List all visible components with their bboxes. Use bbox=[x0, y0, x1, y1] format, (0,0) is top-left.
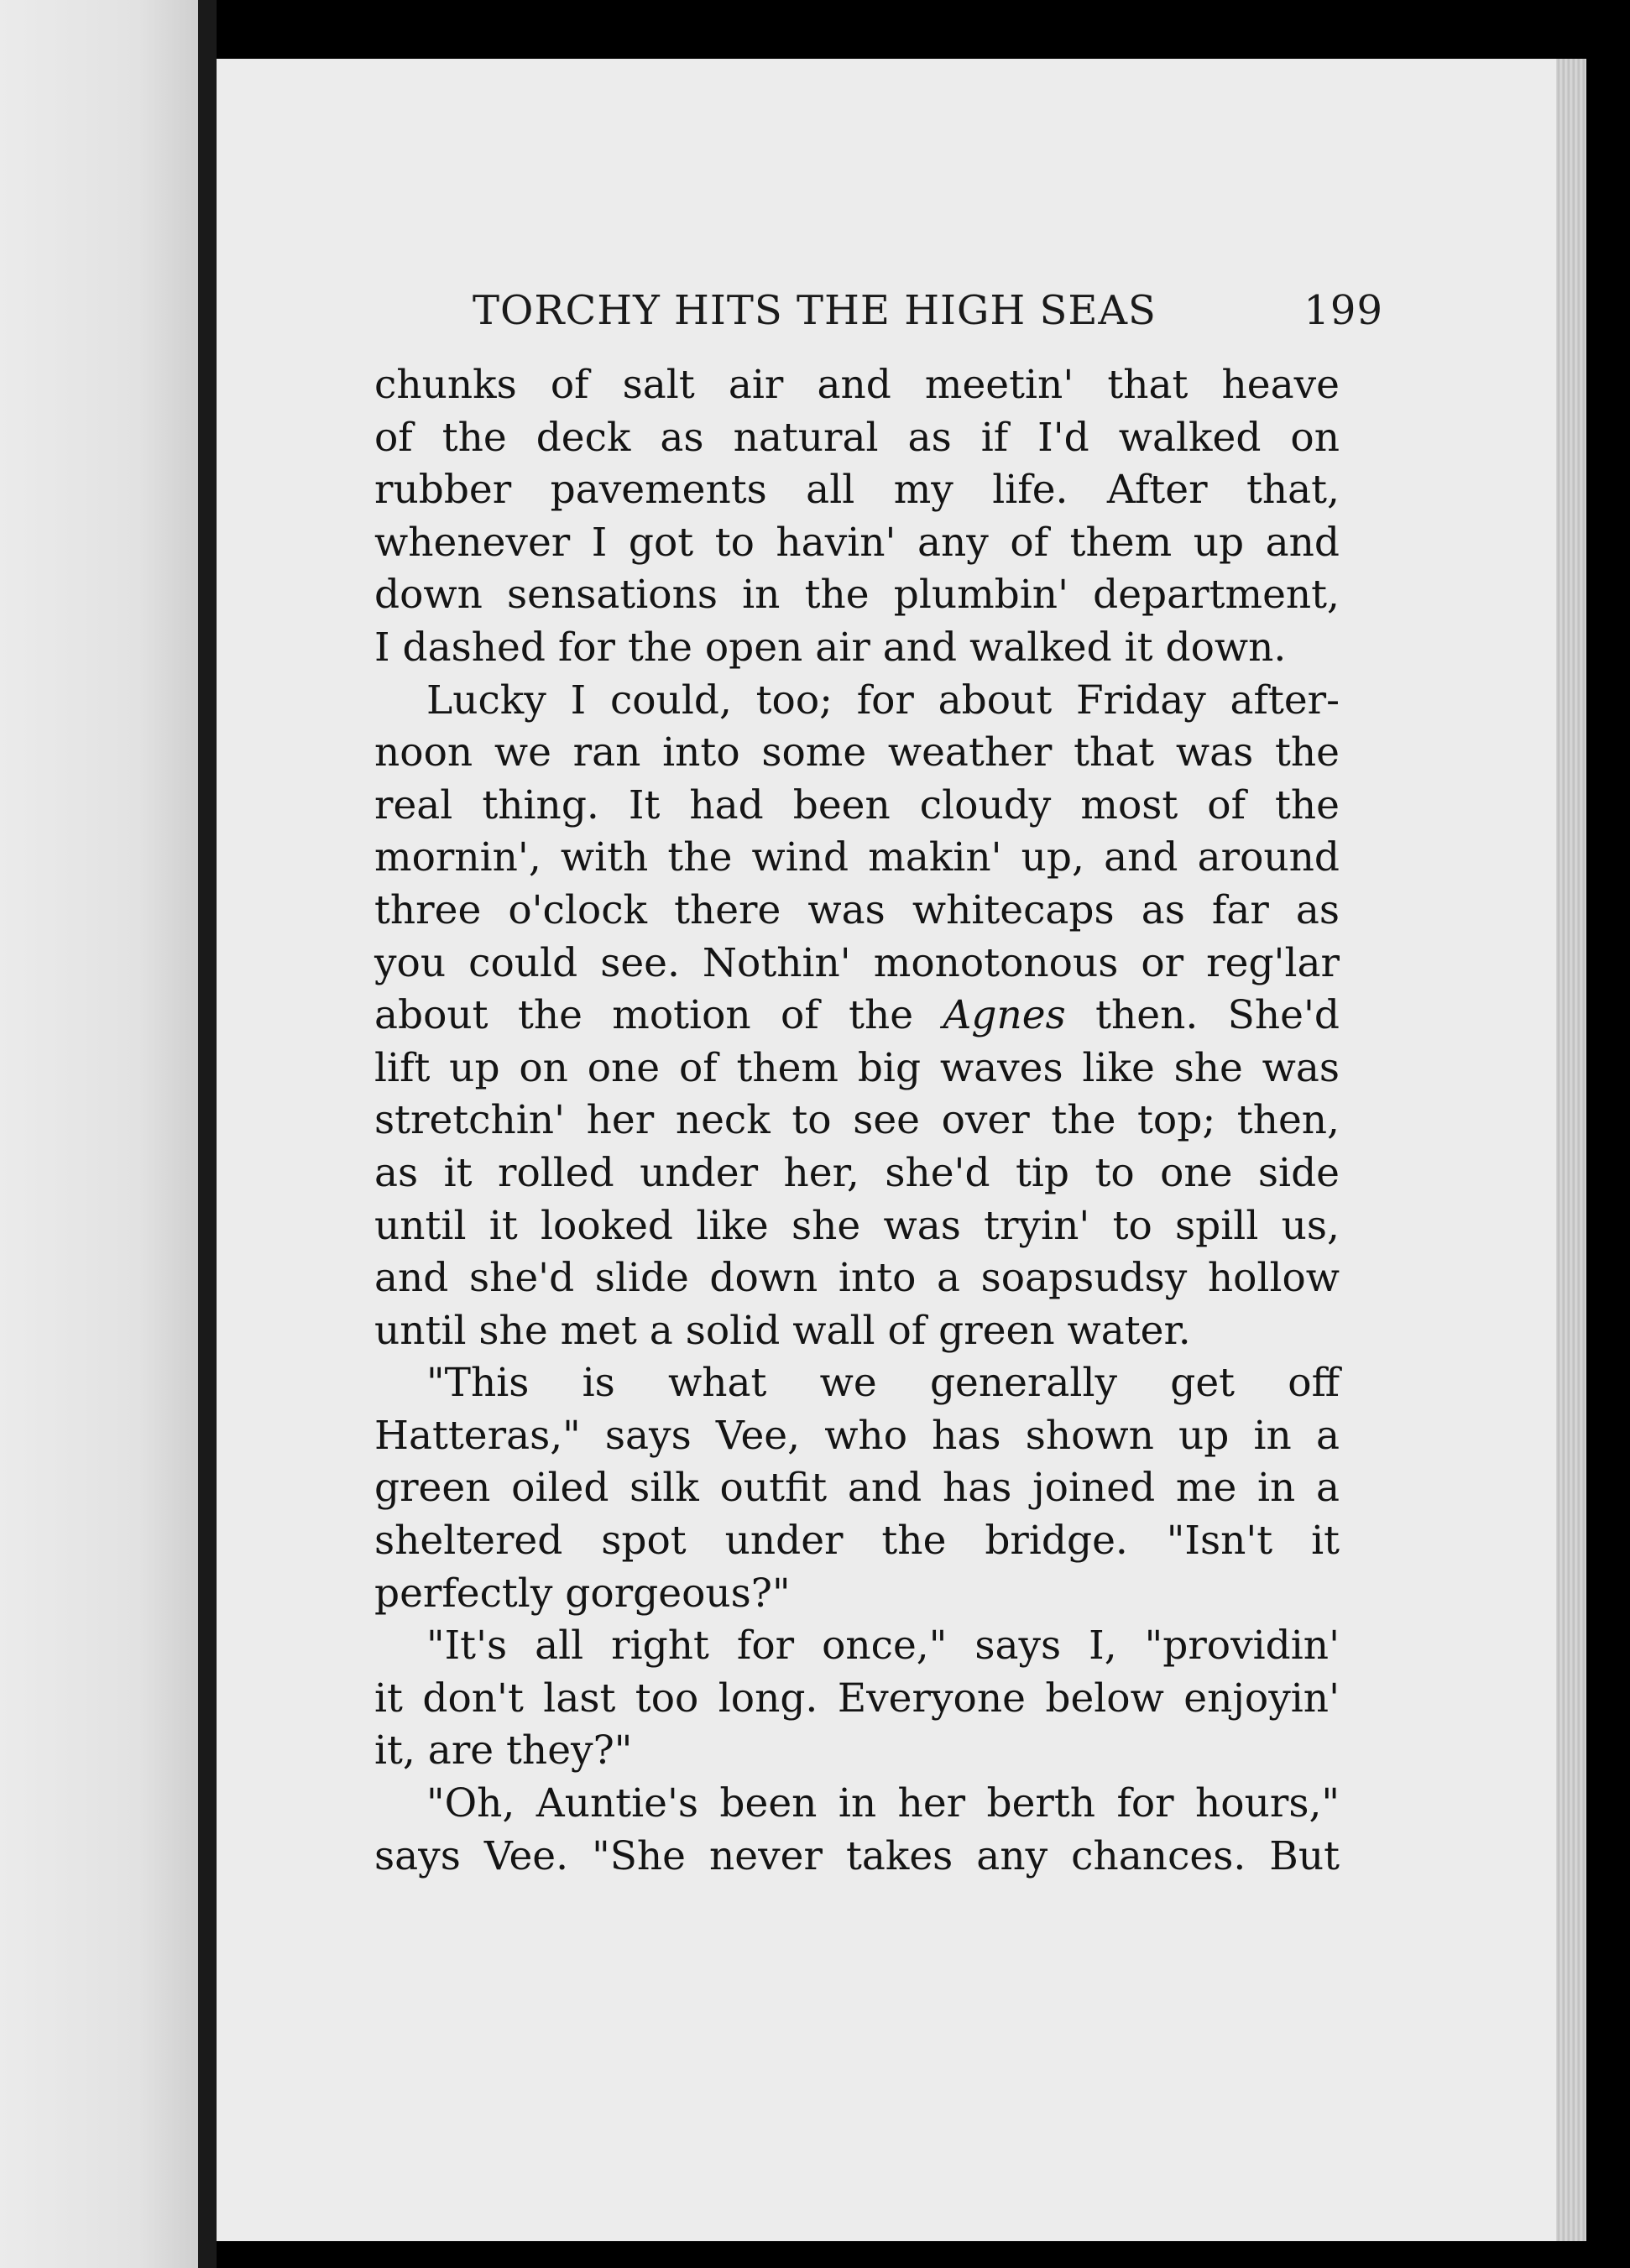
text-line: I dashed for the open air and walked it down. bbox=[374, 624, 1287, 671]
text-line: "It's all right for once," says I, "providin' bbox=[426, 1623, 1340, 1670]
text-line: noon we ran into some weather that was the bbox=[374, 729, 1340, 776]
text-line: lift up on one of them big waves like she was bbox=[374, 1044, 1340, 1091]
text-line: perfectly gorgeous?" bbox=[374, 1570, 791, 1617]
book-page bbox=[217, 59, 1586, 2241]
text-line: Lucky I could, too; for about Friday after- bbox=[426, 677, 1340, 724]
text-line: rubber pavements all my life. After that, bbox=[374, 467, 1340, 514]
text-line: green oiled silk outfit and has joined me in a bbox=[374, 1465, 1340, 1512]
running-head bbox=[473, 273, 1383, 348]
text-fragment: about the motion of the bbox=[374, 992, 914, 1039]
text-line: it, are they?" bbox=[374, 1727, 633, 1774]
text-line-with-ship-name bbox=[374, 990, 1340, 1043]
text-fragment: then. She'd bbox=[1095, 992, 1340, 1039]
facing-page-edge bbox=[0, 0, 198, 2268]
running-title: TORCHY HITS THE HIGH SEAS bbox=[473, 287, 1157, 334]
text-line: sheltered spot under the bridge. "Isn't it bbox=[374, 1518, 1340, 1565]
text-line: as it rolled under her, she'd tip to one side bbox=[374, 1149, 1340, 1196]
text-line: until she met a solid wall of green water. bbox=[374, 1307, 1191, 1354]
text-line: three o'clock there was whitecaps as far as bbox=[374, 886, 1340, 933]
book-spine bbox=[198, 0, 217, 2268]
text-line: says Vee. "She never takes any chances. But bbox=[374, 1832, 1340, 1879]
text-line: whenever I got to havin' any of them up and bbox=[374, 519, 1340, 566]
page-edge-stack bbox=[1556, 59, 1586, 2241]
text-line: until it looked like she was tryin' to spill us, bbox=[374, 1202, 1340, 1249]
text-line: down sensations in the plumbin' department, bbox=[374, 572, 1340, 619]
text-line: it don't last too long. Everyone below enjoyin' bbox=[374, 1675, 1340, 1722]
text-line: and she'd slide down into a soapsudsy hollow bbox=[374, 1255, 1340, 1302]
text-line: real thing. It had been cloudy most of the bbox=[374, 781, 1340, 828]
text-line: stretchin' her neck to see over the top; then, bbox=[374, 1097, 1340, 1144]
text-line: chunks of salt air and meetin' that heave bbox=[374, 362, 1340, 408]
text-line: Hatteras," says Vee, who has shown up in a bbox=[374, 1412, 1340, 1459]
text-line: mornin', with the wind makin' up, and around bbox=[374, 834, 1340, 881]
text-line: "This is what we generally get off bbox=[426, 1360, 1340, 1407]
text-line: you could see. Nothin' monotonous or reg'lar bbox=[374, 939, 1340, 986]
ship-name: Agnes bbox=[943, 992, 1066, 1039]
text-line: "Oh, Auntie's been in her berth for hours," bbox=[426, 1780, 1340, 1827]
body-text bbox=[374, 359, 1340, 1883]
page-number: 199 bbox=[1303, 287, 1383, 334]
text-line: of the deck as natural as if I'd walked on bbox=[374, 414, 1340, 461]
